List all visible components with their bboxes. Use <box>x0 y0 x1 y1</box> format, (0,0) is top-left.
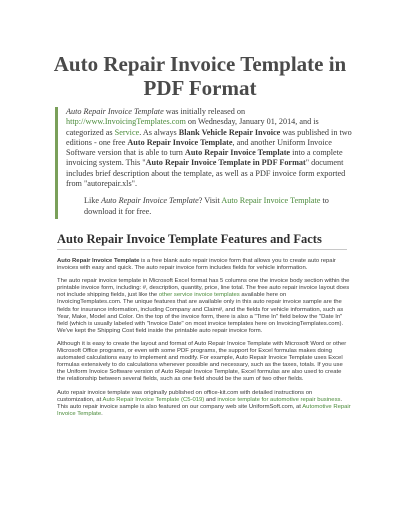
bold-text: Auto Repair Invoice Template <box>127 137 233 147</box>
intro-text: on Wednesday, January 01, 2014, and is categorized as <box>66 117 319 137</box>
intro-text: . As always <box>139 127 179 137</box>
body-paragraph-3 <box>57 341 351 384</box>
bold-text: Blank Vehicle Repair Invoice <box>178 127 281 137</box>
bold-text: Auto Repair Invoice Template in PDF Format <box>145 158 306 168</box>
other-service-invoice-link[interactable]: other service invoice templates <box>158 292 240 299</box>
template-download-link[interactable]: Auto Repair Invoice Template <box>221 196 321 206</box>
service-category-link[interactable]: Service <box>114 127 140 137</box>
body-text-span: The auto repair invoice template in Microsoft Excel format has 5 columns one the invoice body section within the printable invoice form, including: #, description, quantity, price, line total. The free auto repair invoice layout does not include shipping fields, just like the <box>57 278 350 299</box>
invoicingtemplates-link[interactable]: http://www.InvoicingTemplates.com <box>66 117 186 127</box>
intro-text: to download it for free. <box>84 196 329 216</box>
document-title: Auto Repair Invoice Template in PDF Format <box>53 52 347 100</box>
body-paragraph-2 <box>57 278 351 335</box>
intro-text: " document includes brief description about the template, as well as a PDF invoice form exported from "autorepair.xls". <box>66 158 346 189</box>
intro-paragraph-1 <box>66 107 355 189</box>
body-text-span: Auto repair invoice template was originally published on office-kit.com with detailed instructions on customization, at <box>57 389 313 403</box>
bold-text: Auto Repair Invoice Template <box>57 258 140 264</box>
body-paragraph-4 <box>57 390 351 418</box>
body-text-span: and <box>204 396 218 403</box>
body-text <box>57 258 351 424</box>
template-name-text: Auto Repair Invoice Template <box>101 196 199 206</box>
uniformsoft-template-link[interactable]: Automotive Repair Invoice Template <box>57 403 351 417</box>
intro-text: , and another Uniform Invoice Software version that is able to turn <box>66 137 332 158</box>
body-text-span: Although it is easy to create the layout and format of Auto Repair Invoice Template with Microsoft Word or other Microsoft Office programs, or even with some PDF programs, the support for Excel formulas makes doing automated calculations easy to implement and modify. For example, Auto Repair Invoice Template uses Excel formulas extensively to do calculations whenever possible and necessary, such as the taxes, totals. If you use the Uniform Invoice Software version of Auto Repair Invoice Template, Excel formulas are also used to create the relationship between several fields, such as one field should be the sum of two other fields. <box>57 340 347 383</box>
intro-paragraph-2 <box>84 196 355 217</box>
body-text-span: is a free blank auto repair invoice form that allows you to create auto repair invoices with easy and quick. The auto repair invoice form includes fields for vehicle information. <box>57 258 336 272</box>
body-text-span: . <box>101 410 103 417</box>
template-name-text: Auto Repair Invoice Template <box>66 107 164 116</box>
bold-text: Auto Repair Invoice Template <box>184 148 291 158</box>
intro-text: was initially released on <box>163 107 246 116</box>
automotive-repair-link[interactable]: invoice template for automotive repair business <box>217 396 341 403</box>
section-heading: Auto Repair Invoice Template Features and Facts <box>57 232 322 246</box>
body-paragraph-1 <box>57 258 351 272</box>
intro-text: ? Visit <box>198 196 222 206</box>
body-text-span: available here on InvoicingTemplates.com. The unique features that are available only in this auto repair invoice sample are the fields for insurance information, including Company and Claim#, and the fields for vehicle information, such as Year, Make, Model and Color. On the top of the invoice form, there is also a "Time In" field below the "Date In" field (which is usually labeled with "Invoice Date" on most invoice templates here on InvoicingTemplates.com). We've kept the Shipping Cost field inside the printable auto repair invoice form. <box>57 292 344 334</box>
body-text-span: . This auto repair invoice sample is also featured on our company web site UniformSoft.com, at <box>57 396 343 410</box>
intro-blockquote <box>55 107 355 219</box>
c5-019-link[interactable]: Auto Repair Invoice Template (C5-019) <box>102 396 205 403</box>
heading-divider <box>57 249 347 250</box>
intro-text: was published in two editions - one free <box>66 127 352 147</box>
intro-text: into a complete invoicing system. This " <box>66 148 343 168</box>
intro-text: Like <box>84 196 102 206</box>
